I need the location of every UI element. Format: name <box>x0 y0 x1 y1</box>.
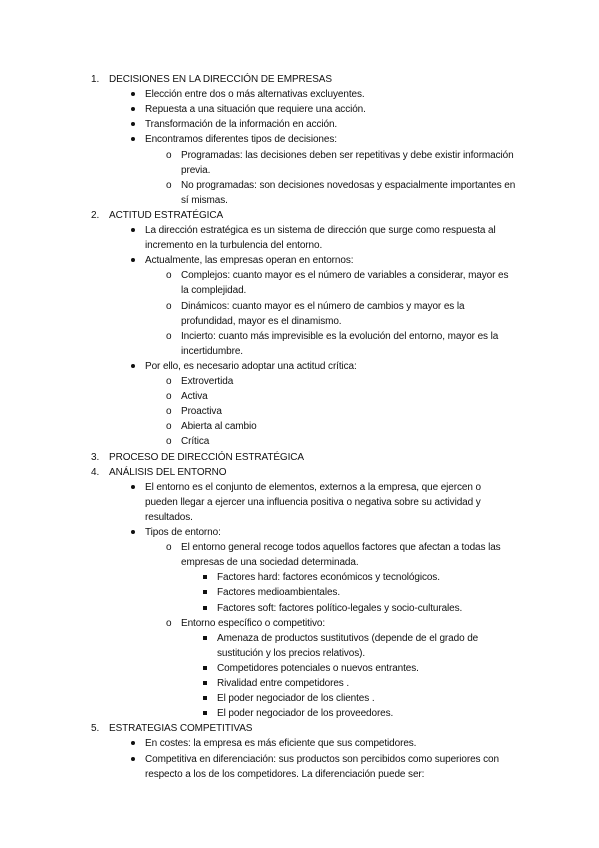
bullet-square-icon <box>203 711 207 715</box>
bullet-o-icon: o <box>166 376 172 387</box>
list-number: 5. <box>91 723 100 735</box>
list-item-text: Proactiva <box>181 406 222 418</box>
list-item-text: empresas de una sociedad determinada. <box>181 557 359 569</box>
bullet-dot-icon <box>131 485 135 489</box>
bullet-square-icon <box>203 575 207 579</box>
section-heading: DECISIONES EN LA DIRECCIÓN DE EMPRESAS <box>109 74 332 85</box>
bullet-dot-icon <box>131 364 135 368</box>
bullet-dot-icon <box>131 122 135 126</box>
list-item-text: incertidumbre. <box>181 345 243 357</box>
bullet-dot-icon <box>131 757 135 761</box>
bullet-o-icon: o <box>166 617 172 629</box>
list-item-text: Crítica <box>181 436 210 448</box>
list-item-text: Factores medioambientales. <box>217 587 341 599</box>
list-item-text: Transformación de la información en acción. <box>145 119 338 131</box>
section-heading: ESTRATEGIAS COMPETITIVAS <box>109 723 253 735</box>
list-item-text: El poder negociador de los clientes . <box>217 693 375 705</box>
section-heading: ANÁLISIS DEL ENTORNO <box>109 466 227 478</box>
bullet-dot-icon <box>131 258 135 262</box>
list-item-text: Complejos: cuanto mayor es el número de variables a considerar, mayor es <box>181 270 509 282</box>
list-item-text: Programadas: las decisiones deben ser repetitivas y debe existir información <box>181 149 514 161</box>
bullet-dot-icon <box>131 741 135 745</box>
list-item-text: Competitiva en diferenciación: sus productos son percibidos como superiores con <box>145 753 499 765</box>
section-heading: PROCESO DE DIRECCIÓN ESTRATÉGICA <box>109 451 304 463</box>
list-item-text: sí mismas. <box>181 194 228 206</box>
list-item-text: La dirección estratégica es un sistema de dirección que surge como respuesta al <box>145 225 496 236</box>
bullet-o-icon: o <box>166 436 172 448</box>
list-item-text: Entorno específico o competitivo: <box>181 617 326 629</box>
bullet-o-icon: o <box>166 391 172 403</box>
list-item-text: No programadas: son decisiones novedosas y espacialmente importantes en <box>181 179 516 191</box>
list-item-text: Tipos de entorno: <box>145 527 221 538</box>
bullet-dot-icon <box>131 530 135 534</box>
list-item-text: pueden llegar a ejercer una influencia positiva o negativa sobre su actividad y <box>145 496 481 508</box>
list-item-text: Incierto: cuanto más imprevisible es la evolución del entorno, mayor es la <box>181 330 499 342</box>
bullet-square-icon <box>203 636 207 640</box>
list-item-text: El entorno general recoge todos aquellos factores que afectan a todas las <box>181 542 501 554</box>
section-heading: ACTITUD ESTRATÉGICA <box>109 209 224 221</box>
list-item-text: Rivalidad entre competidores . <box>217 678 350 689</box>
list-item-text: previa. <box>181 164 211 176</box>
list-item-text: Por ello, es necesario adoptar una actitud crítica: <box>145 360 357 372</box>
list-item-text: resultados. <box>145 511 193 523</box>
list-item-text: Amenaza de productos sustitutivos (depende de el grado de <box>217 632 479 644</box>
list-item-text: la complejidad. <box>181 285 247 297</box>
bullet-o-icon: o <box>166 149 172 161</box>
list-item-text: Actualmente, las empresas operan en entornos: <box>145 255 354 267</box>
bullet-o-icon: o <box>166 542 172 554</box>
list-number: 3. <box>91 451 100 463</box>
bullet-square-icon <box>203 696 207 700</box>
bullet-square-icon <box>203 666 207 670</box>
list-item-text: Factores hard: factores económicos y tecnológicos. <box>217 572 440 584</box>
list-item-text: Competidores potenciales o nuevos entrantes. <box>217 662 419 674</box>
list-item-text: El entorno es el conjunto de elementos, externos a la empresa, que ejercen o <box>145 481 481 493</box>
list-item-text: En costes: la empresa es más eficiente que sus competidores. <box>145 738 417 750</box>
bullet-dot-icon <box>131 92 135 96</box>
list-item-text: Encontramos diferentes tipos de decisiones: <box>145 134 337 146</box>
bullet-o-icon: o <box>166 270 172 282</box>
bullet-dot-icon <box>131 137 135 141</box>
list-item-text: Factores soft: factores político-legales y socio-culturales. <box>217 602 463 614</box>
list-number: 2. <box>91 209 100 221</box>
list-item-text: sustitución y los precios relativos). <box>217 647 366 659</box>
bullet-o-icon: o <box>166 421 172 433</box>
bullet-square-icon <box>203 606 207 610</box>
bullet-o-icon: o <box>166 300 172 312</box>
list-item-text: Elección entre dos o más alternativas excluyentes. <box>145 89 365 101</box>
list-item-text: Abierta al cambio <box>181 421 257 433</box>
list-item-text: Extrovertida <box>181 376 234 387</box>
bullet-square-icon <box>203 681 207 685</box>
list-item-text: incremento en la turbulencia del entorno. <box>145 240 323 252</box>
list-item-text: profundidad, mayor es el dinamismo. <box>181 315 342 327</box>
list-item-text: Repuesta a una situación que requiere una acción. <box>145 104 366 116</box>
bullet-o-icon: o <box>166 406 172 418</box>
bullet-o-icon: o <box>166 179 172 191</box>
list-item-text: Activa <box>181 391 208 403</box>
list-number: 4. <box>91 466 100 478</box>
bullet-dot-icon <box>131 107 135 111</box>
list-item-text: Dinámicos: cuanto mayor es el número de cambios y mayor es la <box>181 300 465 312</box>
list-item-text: respecto a los de los competidores. La diferenciación puede ser: <box>145 768 425 780</box>
list-number: 1. <box>91 74 100 85</box>
bullet-square-icon <box>203 590 207 594</box>
bullet-dot-icon <box>131 228 135 232</box>
bullet-o-icon: o <box>166 330 172 342</box>
list-item-text: El poder negociador de los proveedores. <box>217 708 394 720</box>
